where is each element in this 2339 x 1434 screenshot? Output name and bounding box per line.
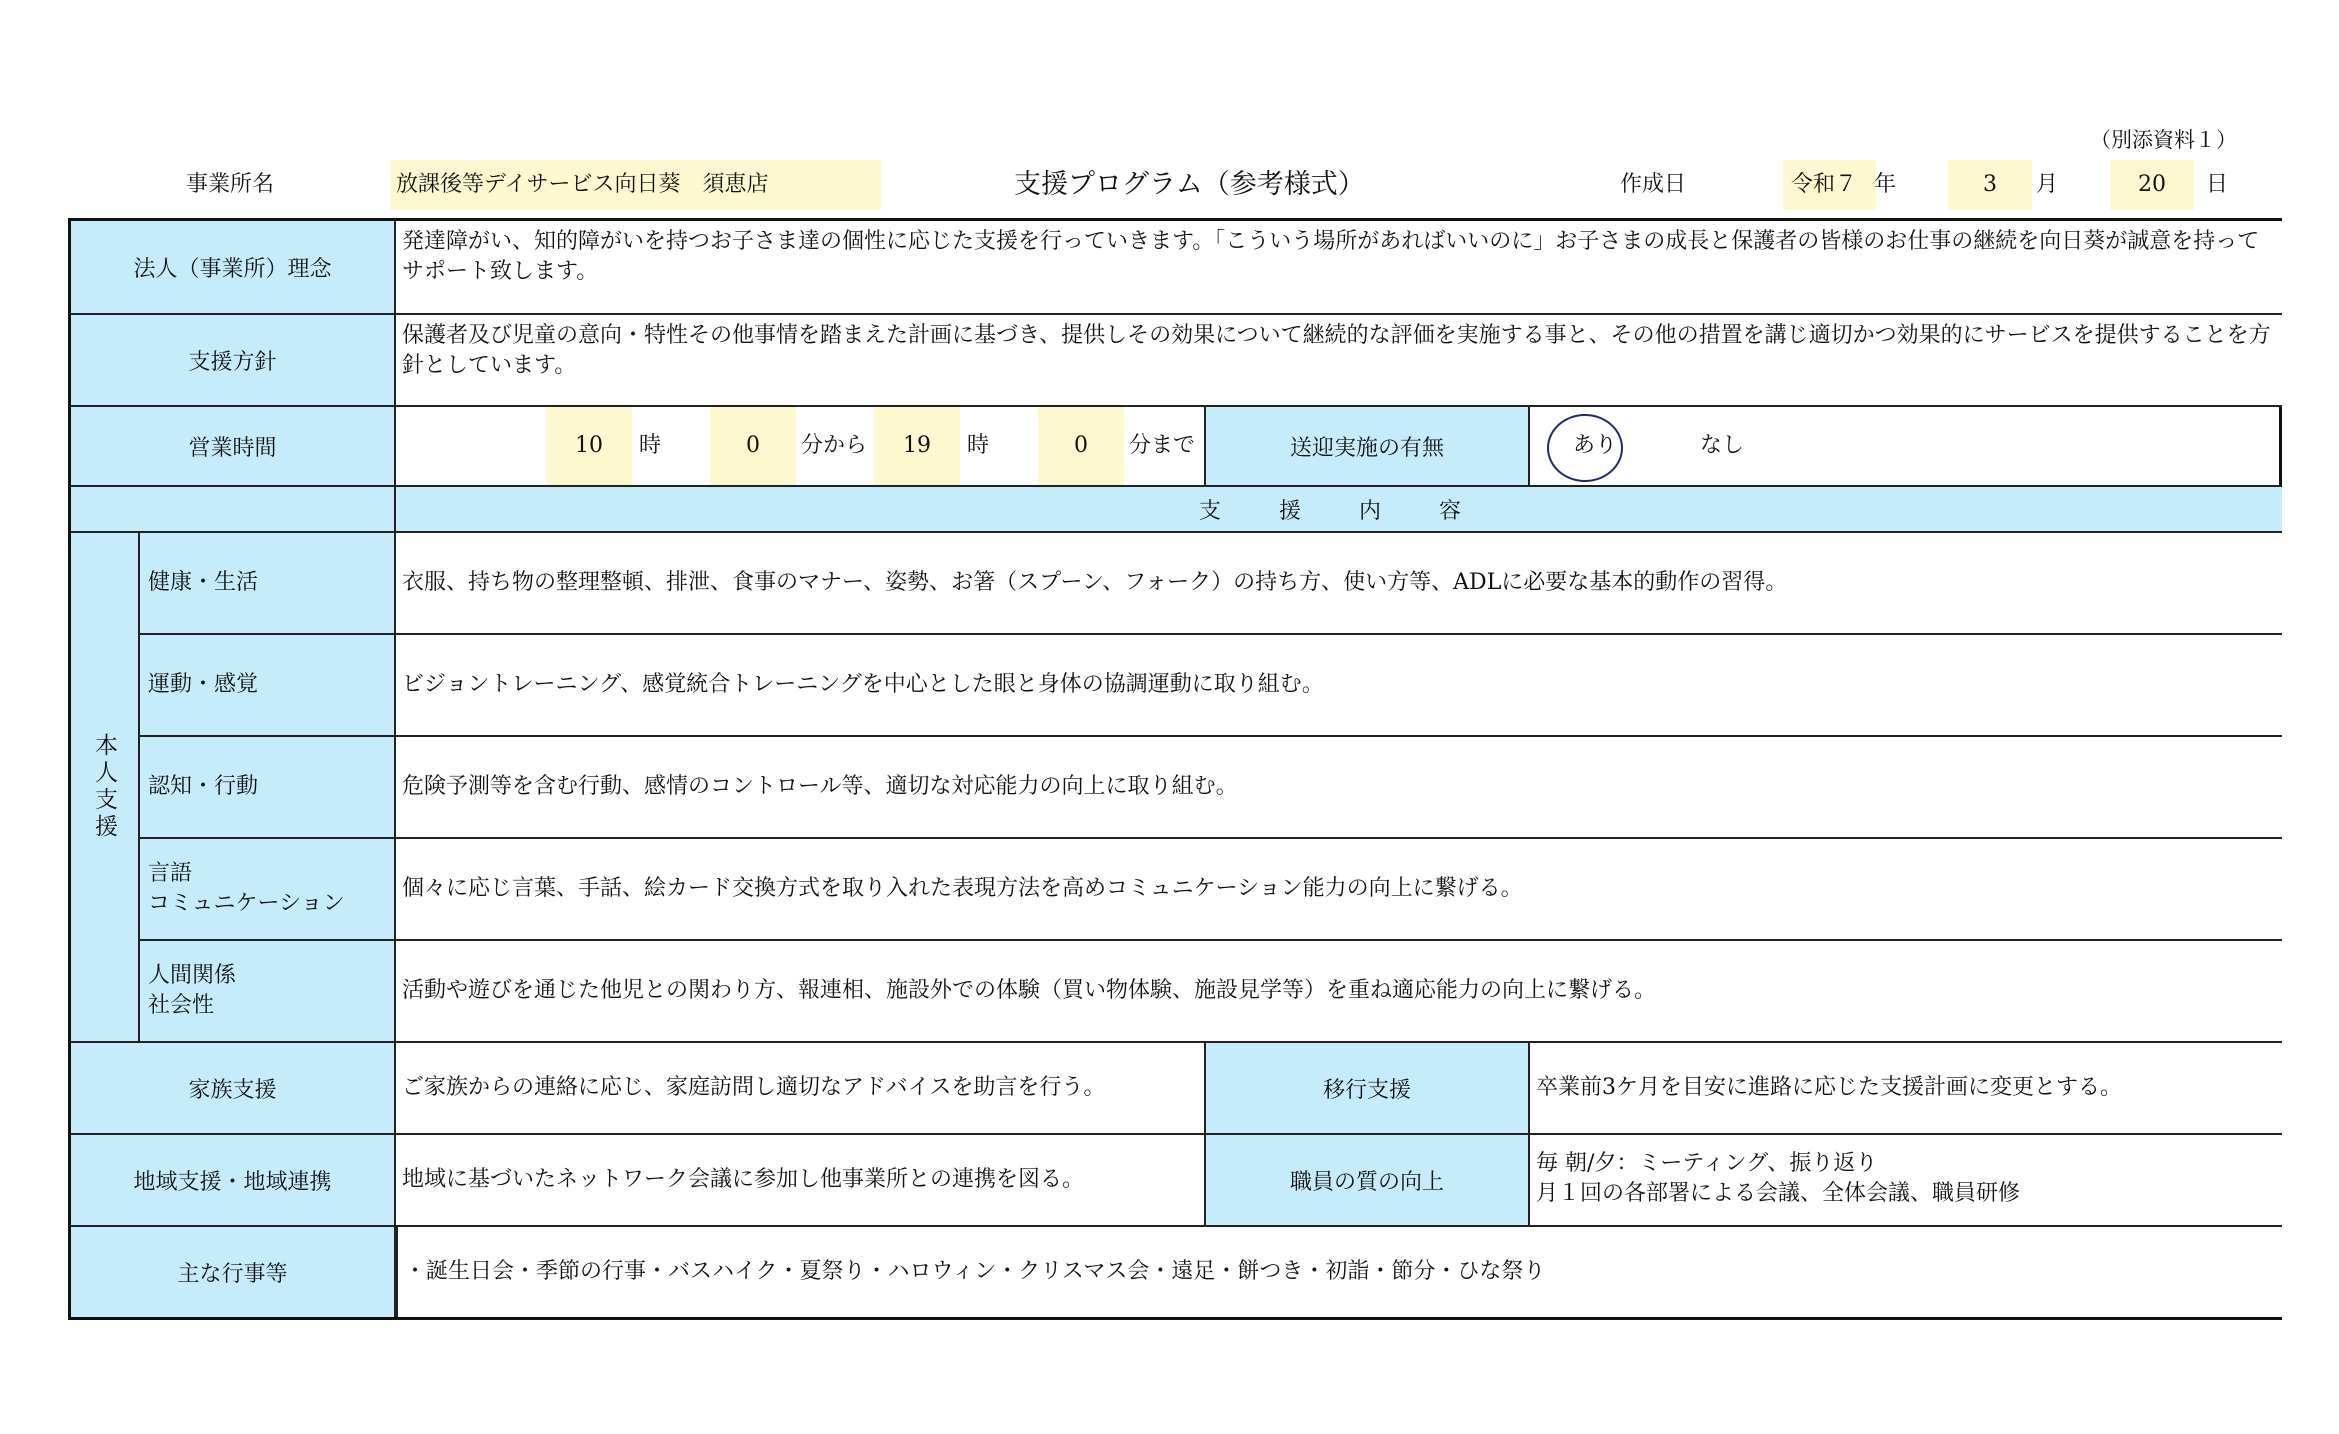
office-name-value: 放課後等デイサービス向日葵 須恵店: [390, 160, 881, 210]
item-label-cognition: 認知・行動: [140, 737, 396, 839]
created-day: 20: [2110, 160, 2194, 210]
philosophy-label: 法人（事業所）理念: [71, 221, 396, 315]
staff-quality-text: [1530, 1135, 2282, 1227]
philosophy-text: 発達障がい、知的障がいを持つお子さま達の個性に応じた支援を行っていきます。「こういう場所があればいいのに」お子さまの成長と保護者の皆様のお仕事の継続を向日葵が誠意を持ってサポート致します。: [396, 221, 2282, 315]
end-hour: 19: [874, 407, 960, 485]
annex-note: （別添資料１）: [2090, 128, 2237, 152]
item-label-social: 人間関係 社会性: [140, 941, 396, 1043]
support-program-table: [68, 218, 2282, 1320]
community-support-text: 地域に基づいたネットワーク会議に参加し他事業所との連携を図る。: [396, 1135, 1206, 1227]
item-label-motor: 運動・感覚: [140, 635, 396, 737]
item-text-cognition: 危険予測等を含む行動、感情のコントロール等、適切な対応能力の向上に取り組む。: [396, 737, 2282, 839]
item-text-language: 個々に応じ言葉、手話、絵カード交換方式を取り入れた表現方法を高めコミュニケーション能力の向上に繋げる。: [396, 839, 2282, 941]
start-minute: 0: [710, 407, 796, 485]
created-month: 3: [1948, 160, 2032, 210]
transport-no: なし: [1700, 433, 1745, 458]
end-hour-unit: 時: [967, 433, 990, 458]
family-support-text: ご家族からの連絡に応じ、家庭訪問し適切なアドバイスを助言を行う。: [396, 1043, 1206, 1135]
transport-yes: あり: [1573, 433, 1618, 458]
from-text: 分から: [801, 433, 868, 458]
transition-support-label: 移行支援: [1206, 1043, 1530, 1135]
item-label-language: 言語 コミュニケーション: [140, 839, 396, 941]
staff-quality-line-1: 毎 朝/夕：ミーティング、振り返り: [1536, 1151, 1878, 1176]
office-name-label: 事業所名: [186, 172, 275, 197]
item-text-social: 活動や遊びを通じた他児との関わり方、報連相、施設外での体験（買い物体験、施設見学等）を重ね適応能力の向上に繋げる。: [396, 941, 2282, 1043]
item-text-motor: ビジョントレーニング、感覚統合トレーニングを中心とした眼と身体の協調運動に取り組む。: [396, 635, 2282, 737]
support-content-header: 支 援 内 容: [396, 487, 2282, 533]
transport-label: 送迎実施の有無: [1206, 407, 1530, 487]
support-content-corner: [71, 487, 396, 533]
start-hour-unit: 時: [639, 433, 662, 458]
start-hour: 10: [546, 407, 632, 485]
month-unit: 月: [2036, 172, 2059, 197]
item-text-health: 衣服、持ち物の整理整頓、排泄、食事のマナー、姿勢、お箸（スプーン、フォーク）の持ち方、使い方等、ADLに必要な基本的動作の習得。: [396, 533, 2282, 635]
policy-label: 支援方針: [71, 315, 396, 407]
item-label-health: 健康・生活: [140, 533, 396, 635]
created-date-label: 作成日: [1620, 172, 1687, 197]
until-text: 分まで: [1129, 433, 1196, 458]
personal-support-label: 本人支援: [71, 533, 140, 1043]
staff-quality-line-2: 月１回の各部署による会議、全体会議、職員研修: [1536, 1181, 2021, 1206]
business-hours-label: 営業時間: [71, 407, 396, 487]
events-text: ・誕生日会・季節の行事・バスハイク・夏祭り・ハロウィン・クリスマス会・遠足・餅つき・初詣・節分・ひな祭り: [396, 1227, 2282, 1317]
business-hours-value: [396, 407, 1206, 487]
transport-selected-circle: [1547, 414, 1623, 482]
transport-options: [1530, 407, 2282, 487]
family-support-label: 家族支援: [71, 1043, 396, 1135]
community-support-label: 地域支援・地域連携: [71, 1135, 396, 1227]
created-era: 令和７: [1783, 160, 1876, 210]
page-title: 支援プログラム（参考様式）: [1014, 169, 1365, 200]
end-minute: 0: [1038, 407, 1124, 485]
events-label: 主な行事等: [71, 1227, 396, 1317]
day-unit: 日: [2206, 172, 2229, 197]
policy-text: 保護者及び児童の意向・特性その他事情を踏まえた計画に基づき、提供しその効果について継続的な評価を実施する事と、その他の措置を講じ適切かつ効果的にサービスを提供することを方針としています。: [396, 315, 2282, 407]
year-unit: 年: [1874, 172, 1897, 197]
transition-support-text: 卒業前3ケ月を目安に進路に応じた支援計画に変更とする。: [1530, 1043, 2282, 1135]
staff-quality-label: 職員の質の向上: [1206, 1135, 1530, 1227]
